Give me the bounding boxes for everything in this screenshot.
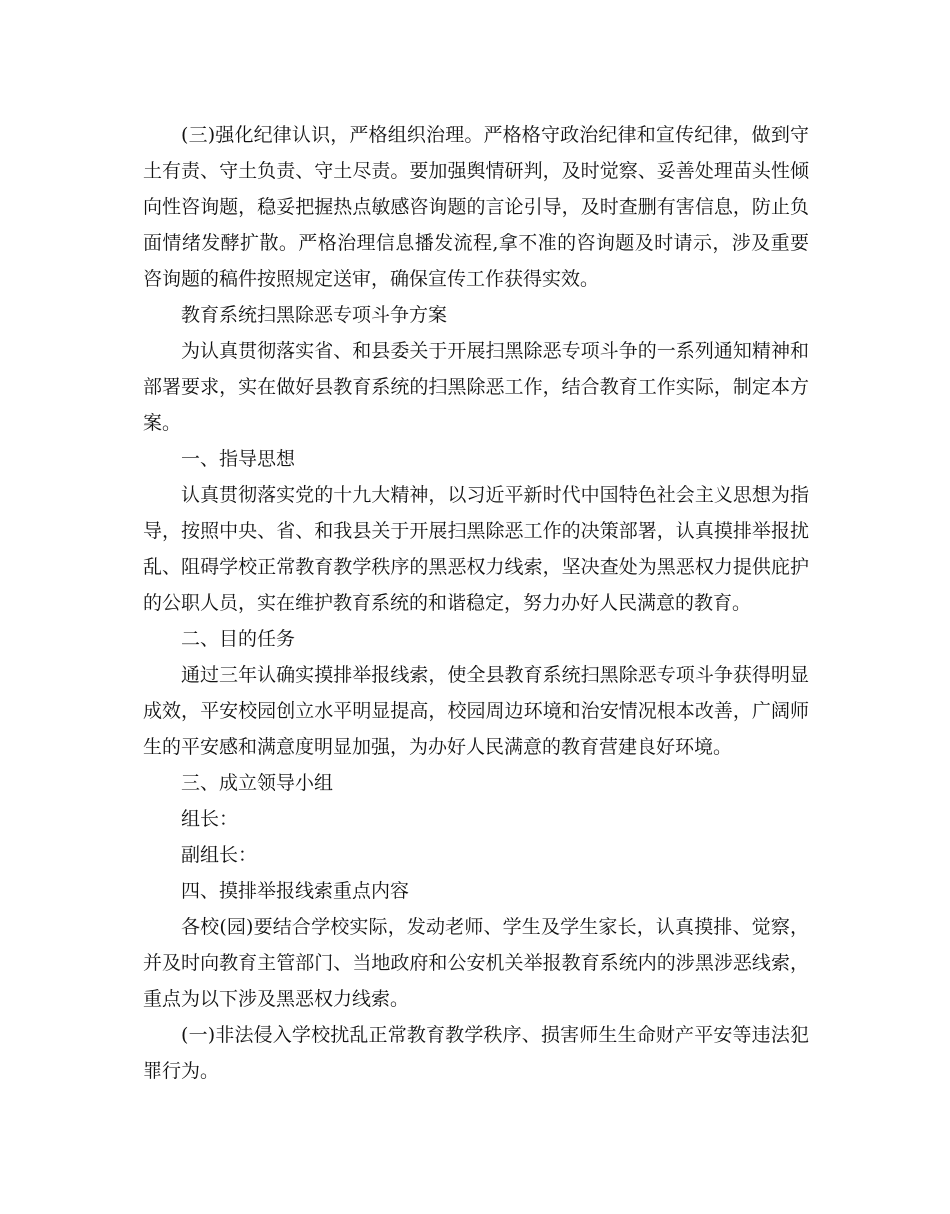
section-heading-key-content: 四、摸排举报线索重点内容 [181, 880, 410, 902]
paragraph-item-one: (一)非法侵入学校扰乱正常教育教学秩序、损害师生生命财产平安等违法犯罪行为。 [143, 1024, 809, 1082]
paragraph-guiding-thought: 认真贯彻落实党的十九大精神，以习近平新时代中国特色社会主义思想为指导，按照中央、省、和我县关于开展扫黑除恶工作的决策部署，认真摸排举报扰乱、阻碍学校正常教育教学秩序的黑恶权力线索，坚决查处为黑恶权力提供庇护的公职人员，实在维护教育系统的和谐稳定，努力办好人民满意的教育。 [143, 484, 809, 614]
deputy-leader-line: 副组长： [181, 844, 258, 866]
leader-line: 组长： [181, 808, 239, 830]
paragraph-intro: 为认真贯彻落实省、和县委关于开展扫黑除恶专项斗争的一系列通知精神和部署要求，实在做好县教育系统的扫黑除恶工作，结合教育工作实际，制定本方案。 [143, 340, 809, 434]
document-body [143, 117, 809, 1089]
section-heading-guiding-thought: 一、指导思想 [181, 448, 296, 470]
paragraph-key-content: 各校(园)要结合学校实际，发动老师、学生及学生家长，认真摸排、觉察，并及时向教育主管部门、当地政府和公安机关举报教育系统内的涉黑涉恶线索，重点为以下涉及黑恶权力线索。 [143, 916, 809, 1010]
document-title: 教育系统扫黑除恶专项斗争方案 [181, 304, 448, 326]
section-heading-leadership-group: 三、成立领导小组 [181, 772, 334, 794]
paragraph-goals: 通过三年认确实摸排举报线索，使全县教育系统扫黑除恶专项斗争获得明显成效，平安校园创立水平明显提高，校园周边环境和治安情况根本改善，广阔师生的平安感和满意度明显加强，为办好人民满意的教育营建良好环境。 [143, 664, 809, 758]
paragraph-discipline: (三)强化纪律认识，严格组织治理。严格格守政治纪律和宣传纪律，做到守土有责、守土负责、守土尽责。要加强舆情研判，及时觉察、妥善处理苗头性倾向性咨询题，稳妥把握热点敏感咨询题的言论引导，及时查删有害信息，防止负面情绪发酵扩散。严格治理信息播发流程,拿不准的咨询题及时请示，涉及重要咨询题的稿件按照规定送审，确保宣传工作获得实效。 [143, 124, 809, 290]
section-heading-goals: 二、目的任务 [181, 628, 296, 650]
